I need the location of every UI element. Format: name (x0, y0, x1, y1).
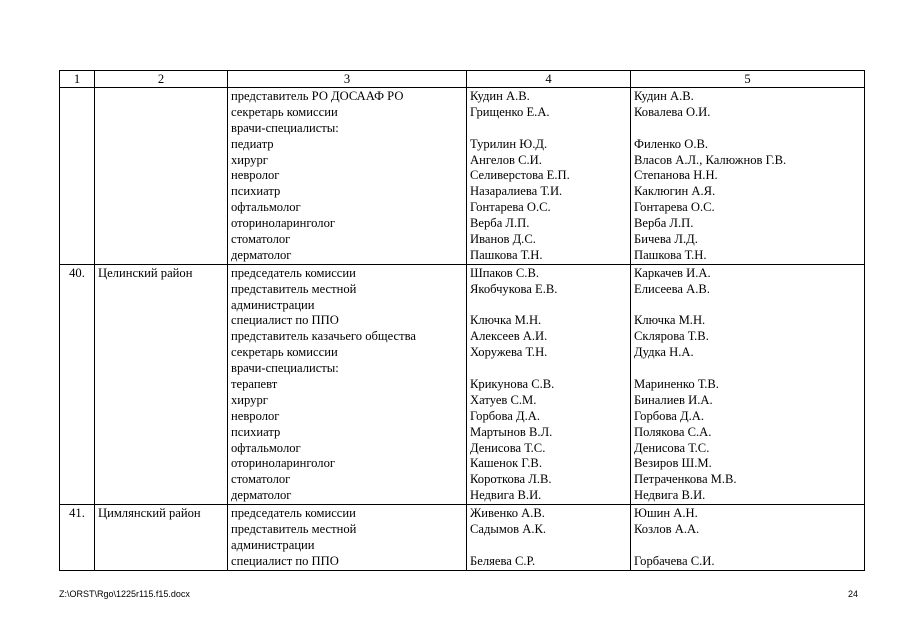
table-row (60, 505, 865, 571)
column-header-1: 1 (60, 71, 95, 88)
cell-line: Кудин А.В. (470, 89, 530, 103)
cell-line: психиатр (231, 424, 281, 439)
cell-line: Бичева Л.Д. (634, 232, 698, 247)
cell-line: врачи-специалисты: (231, 361, 339, 376)
cell-line: председатель комиссии (231, 265, 356, 280)
commission-table (59, 70, 865, 571)
row-number: 40. (60, 264, 95, 504)
cell-line: Мариненко Т.В. (634, 377, 719, 392)
district-name: Целинский район (95, 264, 228, 504)
cell-line: Дудка Н.А. (634, 345, 694, 360)
cell-line: Горбова Д.А. (634, 408, 704, 423)
cell-line: Гонтарева О.С. (470, 200, 551, 215)
reserve-members-cell (631, 88, 865, 265)
cell-line: секретарь комиссии (231, 104, 338, 119)
cell-line: Горбачева С.И. (634, 553, 715, 568)
cell-line: Короткова Л.В. (470, 472, 552, 487)
cell-line: дерматолог (231, 247, 292, 262)
cell-line: Ангелов С.И. (470, 152, 542, 167)
cell-line: Недвига В.И. (470, 488, 542, 503)
cell-line: Пашкова Т.Н. (634, 247, 707, 262)
roles-cell (228, 505, 467, 571)
cell-line: Верба Л.П. (470, 216, 530, 231)
cell-line: Мартынов В.Л. (470, 424, 553, 439)
cell-line: врачи-специалисты: (231, 120, 339, 135)
cell-line: Садымов А.К. (470, 522, 547, 537)
cell-line: Крикунова С.В. (470, 377, 555, 392)
cell-line: Биналиев И.А. (634, 392, 713, 407)
cell-line: Горбова Д.А. (470, 408, 540, 423)
cell-line: Пашкова Т.Н. (470, 247, 543, 262)
cell-line: Кашенок Г.В. (470, 456, 542, 471)
cell-line: Власов А.Л., Калюжнов Г.В. (634, 152, 787, 167)
row-number: 41. (60, 505, 95, 571)
cell-line: Козлов А.А. (634, 522, 700, 537)
cell-line: представитель казачьего общества (231, 329, 416, 344)
cell-line: Степанова Н.Н. (634, 168, 718, 183)
cell-line: Денисова Т.С. (634, 440, 710, 455)
cell-line (470, 538, 627, 554)
cell-line: Селиверстова Е.П. (470, 168, 570, 183)
cell-line: Ковалева О.И. (634, 104, 711, 119)
main-members-cell (467, 264, 631, 504)
cell-line (634, 538, 861, 554)
cell-line: офтальмолог (231, 440, 301, 455)
cell-line: Везиров Ш.М. (634, 456, 712, 471)
cell-line: секретарь комиссии (231, 345, 338, 360)
cell-line: хирург (231, 152, 268, 167)
cell-line: Филенко О.В. (634, 136, 709, 151)
header-row (60, 71, 865, 88)
cell-line: Алексеев А.И. (470, 329, 548, 344)
cell-line: Каркачев И.А. (634, 265, 711, 280)
column-header-4: 4 (467, 71, 631, 88)
cell-line: Юшин А.Н. (634, 506, 698, 521)
cell-line: Беляева С.Р. (470, 553, 536, 568)
district-name (95, 88, 228, 265)
cell-line: Ключка М.Н. (470, 313, 542, 328)
table-row (60, 88, 865, 265)
column-header-2: 2 (95, 71, 228, 88)
cell-line: Хоружева Т.Н. (470, 345, 548, 360)
cell-line: администрации (231, 297, 315, 312)
cell-line (634, 361, 861, 377)
row-number (60, 88, 95, 265)
cell-line: Каклюгин А.Я. (634, 184, 716, 199)
cell-line: Шпаков С.В. (470, 265, 540, 280)
cell-line: Якобчукова Е.В. (470, 281, 558, 296)
main-members-cell (467, 505, 631, 571)
cell-line: Склярова Т.В. (634, 329, 709, 344)
cell-line: Грищенко Е.А. (470, 104, 550, 119)
roles-cell (228, 264, 467, 504)
cell-line: Недвига В.И. (634, 488, 706, 503)
cell-line (470, 361, 627, 377)
reserve-members-cell (631, 264, 865, 504)
cell-line: Верба Л.П. (634, 216, 694, 231)
cell-line (470, 121, 627, 137)
cell-line: представитель РО ДОСААФ РО (231, 89, 404, 103)
cell-line: оториноларинголог (231, 216, 336, 231)
main-members-cell (467, 88, 631, 265)
cell-line: Гонтарева О.С. (634, 200, 715, 215)
cell-line: Елисеева А.В. (634, 281, 710, 296)
cell-line: администрации (231, 537, 315, 552)
cell-line: Хатуев С.М. (470, 392, 537, 407)
cell-line: невролог (231, 168, 280, 183)
cell-line: психиатр (231, 184, 281, 199)
cell-line: педиатр (231, 136, 274, 151)
cell-line: председатель комиссии (231, 506, 356, 521)
cell-line: представитель местной (231, 522, 357, 537)
cell-line: Назаралиева Т.И. (470, 184, 563, 199)
cell-line: Денисова Т.С. (470, 440, 546, 455)
cell-line: специалист по ППО (231, 313, 339, 328)
cell-line: стоматолог (231, 472, 291, 487)
cell-line: специалист по ППО (231, 553, 339, 568)
cell-line: офтальмолог (231, 200, 301, 215)
cell-line: терапевт (231, 377, 278, 392)
district-name: Цимлянский район (95, 505, 228, 571)
cell-line (470, 298, 627, 314)
cell-line: Живенко А.В. (470, 506, 545, 521)
cell-line: представитель местной (231, 281, 357, 296)
footer-page-number: 24 (848, 589, 859, 599)
footer-file-path: Z:\ORST\Rgo\1225r115.f15.docx (59, 589, 190, 599)
cell-line: Полякова С.А. (634, 424, 712, 439)
cell-line (634, 121, 861, 137)
cell-line: оториноларинголог (231, 456, 336, 471)
cell-line: Ключка М.Н. (634, 313, 706, 328)
table-row (60, 264, 865, 504)
cell-line: Кудин А.В. (634, 89, 694, 103)
reserve-members-cell (631, 505, 865, 571)
cell-line: Турилин Ю.Д. (470, 136, 548, 151)
cell-line: дерматолог (231, 488, 292, 503)
column-header-3: 3 (228, 71, 467, 88)
cell-line: стоматолог (231, 232, 291, 247)
column-header-5: 5 (631, 71, 865, 88)
cell-line: хирург (231, 392, 268, 407)
cell-line (634, 298, 861, 314)
cell-line: Петраченкова М.В. (634, 472, 737, 487)
roles-cell (228, 88, 467, 265)
cell-line: Иванов Д.С. (470, 232, 536, 247)
cell-line: невролог (231, 408, 280, 423)
